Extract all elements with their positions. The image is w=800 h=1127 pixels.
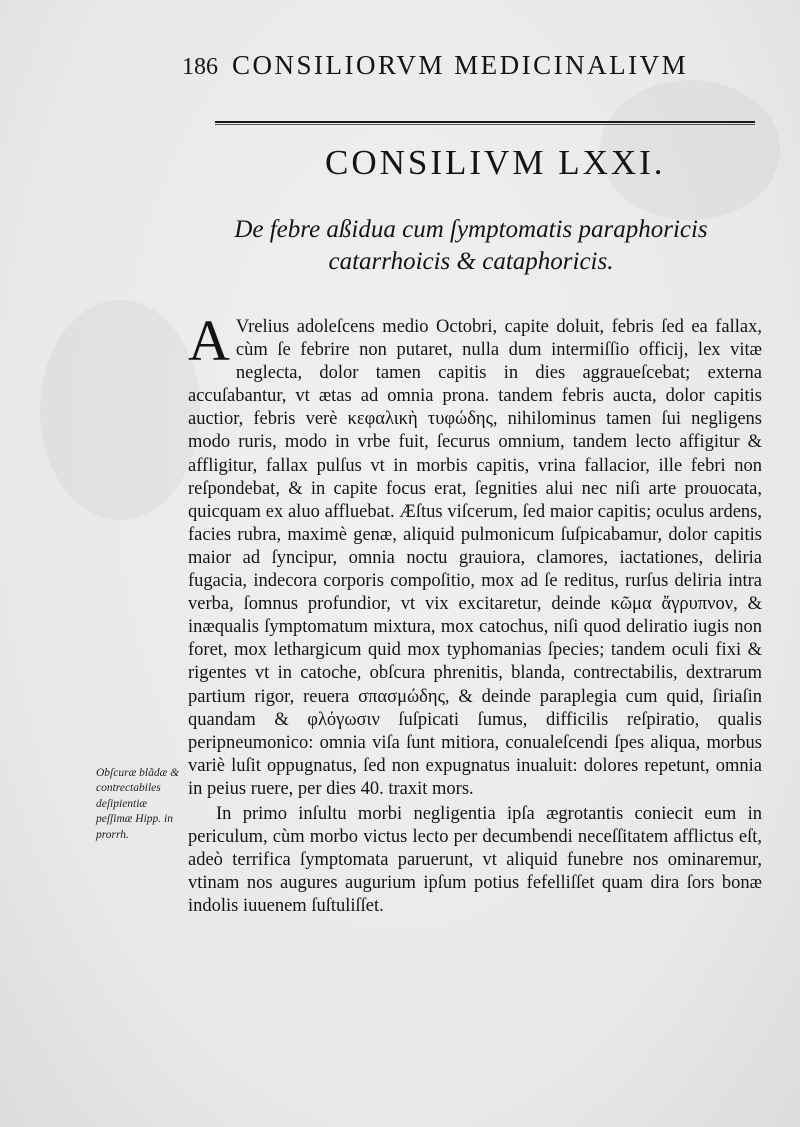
- paragraph-1: AVrelius adoleſcens medio Octobri, capite doluit, febris ſed ea fallax, cùm ſe febrire non putaret, nulla dum intermiſſio officij, lex vitæ neglecta, dolor tamen capitis in dies aggraueſcebat; externa accuſabantur, vt ætas ad omnia prona. tandem febris aucta, dolor capitis auctior, febris verè κεφαλικὴ τυφώδης, nihilominus tamen ſui negligens modo ruris, modo in vrbe fuit, ſecurus omnium, tandem lecto affigitur & affligitur, fallax pulſus vt in morbis capitis, vrina fallacior, ille febri non reſpondebat, & in capite focus erat, ſegnities alui nec niſi arte prouocata, quicquam ex aluo affluebat. Æſtus viſcerum, ſed maior capitis; oculus ardens, facies rubra, maximè genæ, aliquid pulmonicum ſuſpicabamur, dolor capitis maior ad ſyncipur, omnia noctu grauiora, clamores, iactationes, deliria fugacia, indecora corporis compoſitio, mox ad ſe reditus, rurſus deliria intra verba, ſomnus profundior, vt vix excitaretur, deinde κῶμα ἄγρυπνον, & inæqualis ſymptomatum mixtura, mox catochus, niſi quod deliratio iugis non foret, mox lethargicum quid mox typhomanias ſpecies; tandem oculi fixi & rigentes vt in catoche, obſcura phrenitis, blanda, contrectabilis, dextrarum partium rigor, reuera σπασμώδης, & deinde paraplegia cum quid, ſiriaſin quandam & φλόγωσιν ſuſpicati ſumus, difficilis reſpiratio, qualis peripneumonico: omnia viſa ſunt mitiora, conualeſcendi ſpes aliqua, morbus variè luſit oppugnatus, ſed non expugnatus inualuit: dolores repetunt, omnia in peius ruere, per dies 40. traxit mors.: [188, 308, 762, 799]
- running-title: CONSILIORVM MEDICINALIVM: [232, 50, 689, 80]
- page-number: 186: [182, 54, 218, 80]
- paragraph-2: In primo inſultu morbi negligentia ipſa ægrotantis coniecit eum in periculum, cùm morbo victus lecto per decumbendi neceſſitatem afflictus eſt, adeò terrifica ſymptomata paruerunt, vt aliquid funebre nos ominaremur, vtinam nos augures augurium ipſum potius fefelliſſet quam dira ſors bonæ indolis iuuenem ſuſtuliſſet.: [188, 803, 762, 917]
- chapter-subtitle: De febre aßidua cum ſymptomatis paraphoricis catarrhoicis & cataphoricis.: [234, 216, 708, 275]
- paper-stain: [40, 300, 200, 520]
- chapter-title: CONSILIVM LXXI.: [325, 143, 666, 182]
- margin-note: Obſcuræ blãdæ & contrectabiles deſipientiæ peſſimæ Hipp. in prorrh.: [96, 767, 180, 841]
- header-rule: [215, 121, 755, 123]
- running-header: [182, 50, 702, 81]
- body-text: [188, 308, 762, 918]
